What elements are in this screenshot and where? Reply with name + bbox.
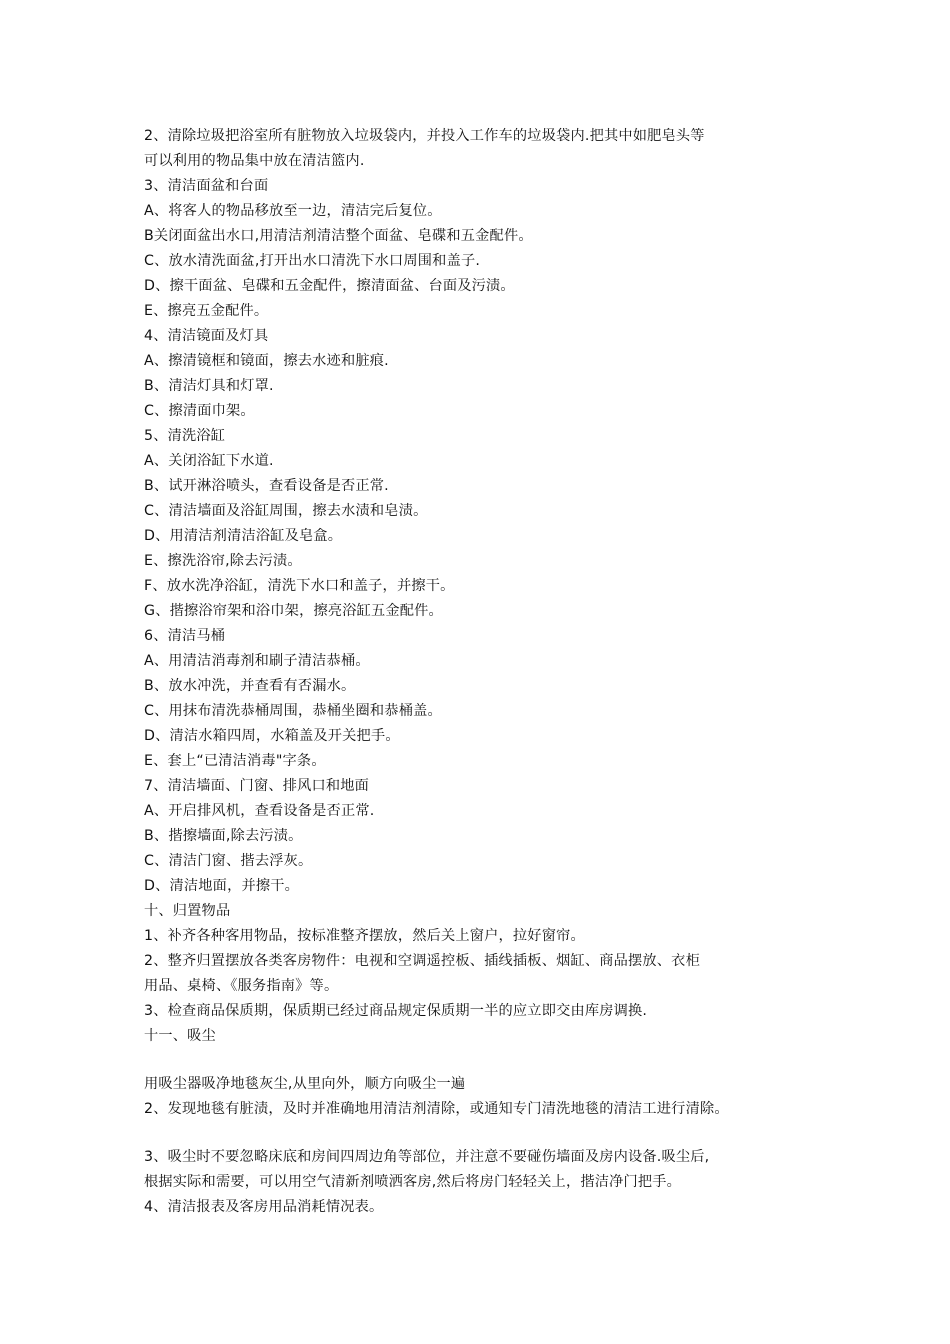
text-line: B、放水冲洗，并查看有否漏水。 (144, 678, 356, 694)
text-line: A、擦清镜框和镜面，擦去水迹和脏痕. (144, 353, 389, 369)
text-line: 7、清洁墙面、门窗、排风口和地面 (144, 778, 370, 794)
text-line: C、放水清洗面盆,打开出水口清洗下水口周围和盖子. (144, 253, 481, 269)
text-line: E、擦亮五金配件。 (144, 303, 269, 319)
text-line: 4、清洁镜面及灯具 (144, 328, 269, 344)
text-line: 用吸尘器吸净地毯灰尘,从里向外，顺方向吸尘一遍 (144, 1076, 466, 1092)
text-line: E、套上“已清洁消毒"字条。 (144, 753, 326, 769)
text-line: 十一、吸尘 (144, 1028, 216, 1044)
text-line: 3、吸尘时不要忽略床底和房间四周边角等部位，并注意不要碰伤墙面及房内设备.吸尘后, (144, 1149, 710, 1165)
text-line: 4、清洁报表及客房用品消耗情况表。 (144, 1199, 384, 1215)
text-line: A、开启排风机，查看设备是否正常. (144, 803, 375, 819)
text-line: 十、归置物品 (144, 903, 231, 919)
text-line: 3、检查商品保质期，保质期已经过商品规定保质期一半的应立即交由库房调换. (144, 1003, 648, 1019)
text-line: 可以利用的物品集中放在清洁篮内. (144, 153, 365, 169)
text-line: 用品、桌椅、《服务指南》等。 (144, 978, 339, 994)
text-line: D、清洁水箱四周，水箱盖及开关把手。 (144, 728, 400, 744)
text-line: 2、清除垃圾把浴室所有脏物放入垃圾袋内，并投入工作车的垃圾袋内.把其中如肥皂头等 (144, 128, 705, 144)
text-line: D、擦干面盆、皂碟和五金配件，擦清面盆、台面及污渍。 (144, 278, 515, 294)
text-line: D、用清洁剂清洁浴缸及皂盒。 (144, 528, 343, 544)
text-line: 3、清洁面盆和台面 (144, 178, 269, 194)
text-line: C、擦清面巾架。 (144, 403, 255, 419)
text-line: B、试开淋浴喷头，查看设备是否正常. (144, 478, 389, 494)
text-line: 2、发现地毯有脏渍，及时并准确地用清洁剂清除，或通知专门清洗地毯的清洁工进行清除。 (144, 1101, 729, 1117)
text-line: B关闭面盆出水口,用清洁剂清洁整个面盆、皂碟和五金配件。 (144, 228, 533, 244)
text-line: C、清洁门窗、揩去浮灰。 (144, 853, 313, 869)
blank-line (144, 1049, 820, 1072)
text-line: A、关闭浴缸下水道. (144, 453, 274, 469)
text-line: 5、清洗浴缸 (144, 428, 226, 444)
text-line: 1、补齐各种客用物品，按标准整齐摆放，然后关上窗户，拉好窗帘。 (144, 928, 585, 944)
text-line: B、揩擦墙面,除去污渍。 (144, 828, 303, 844)
text-line: A、将客人的物品移放至一边，清洁完后复位。 (144, 203, 442, 219)
text-line: B、清洁灯具和灯罩. (144, 378, 274, 394)
text-line: F、放水洗净浴缸，清洗下水口和盖子，并擦干。 (144, 578, 455, 594)
blank-line (144, 1122, 820, 1145)
text-line: E、擦洗浴帘,除去污渍。 (144, 553, 302, 569)
text-line: 6、清洁马桶 (144, 628, 226, 644)
text-line: 根据实际和需要，可以用空气清新剂喷洒客房,然后将房门轻轻关上，揩洁净门把手。 (144, 1174, 682, 1190)
text-line: A、用清洁消毒剂和刷子清洁恭桶。 (144, 653, 370, 669)
text-line: D、清洁地面，并擦干。 (144, 878, 300, 894)
text-line: C、用抹布清洗恭桶周围，恭桶坐圈和恭桶盖。 (144, 703, 442, 719)
text-line: C、清洁墙面及浴缸周围，擦去水渍和皂渍。 (144, 503, 428, 519)
document-body (144, 124, 820, 1220)
text-line: G、揩擦浴帘架和浴巾架，擦亮浴缸五金配件。 (144, 603, 443, 619)
text-line: 2、整齐归置摆放各类客房物件：电视和空调遥控板、插线插板、烟缸、商品摆放、衣柜 (144, 953, 700, 969)
